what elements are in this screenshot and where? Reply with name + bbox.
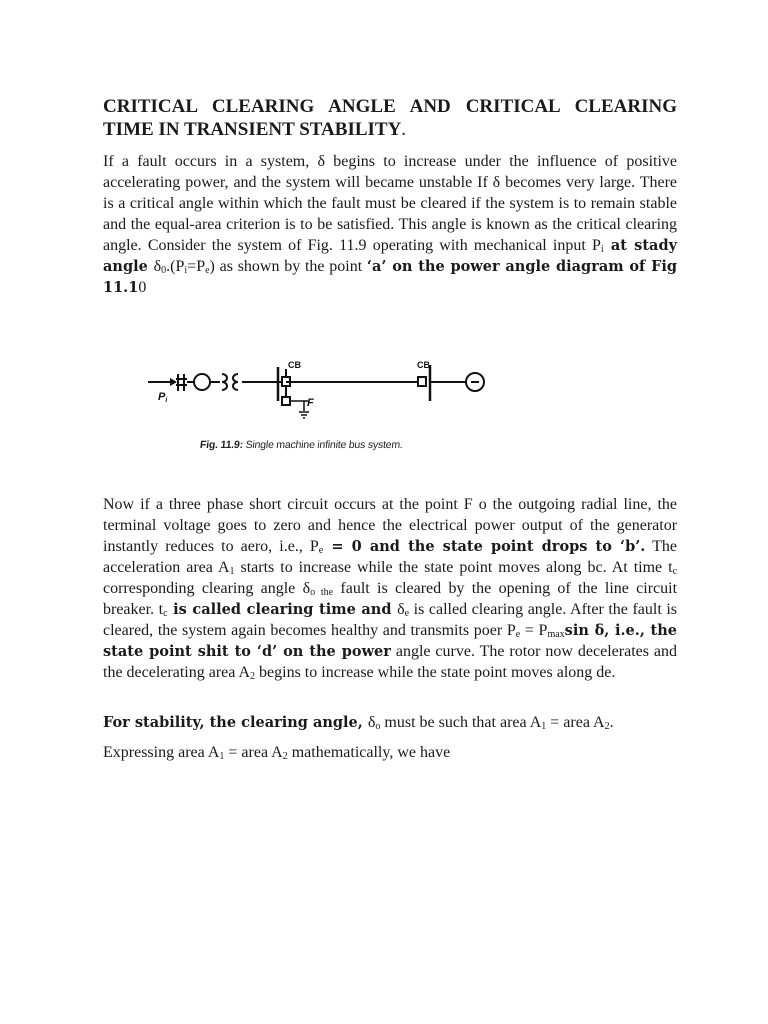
p1-l6-sub-i: i [600,244,604,255]
p2-l6-delta: δ [397,601,405,618]
p2-l5-c: fault is cleared by the opening of the [333,580,598,597]
pi-label-sub: i [165,397,168,404]
cb-label-2: CB [417,360,430,370]
p2-l3-bold: = 0 and the state point drops to ‘b’. [323,538,646,555]
p1-l6-sub-e: e [205,265,210,276]
p2-l5-a: At time t [611,559,673,576]
section-title-text: CRITICAL CLEARING ANGLE AND CRITICAL CLEARING TIME IN TRANSIENT STABILITY [103,96,677,140]
p1-line4: system is to remain stable and the equal-area criterion is to be satisfied. This [103,195,678,233]
p4-sub-1: 1 [219,751,225,762]
p2-l8-sub-max: max [547,629,565,640]
p2-l8-a: P [538,622,548,639]
p2-l9-sub-2: 2 [250,671,256,682]
p1-l6-b: .(P [166,258,185,275]
p2-l5-sub-c: c [672,566,678,577]
p2-l7-end: = [520,622,534,639]
p4-b: = area A [224,744,283,761]
p2-l6-sub-e: e [404,608,410,619]
figure-caption [199,439,403,451]
fault-label: F [307,397,314,409]
p1-line2: accelerating power, and the system will became unstable If δ becomes very [103,174,595,191]
paragraph-4 [103,742,677,763]
p3-sub-o: o [375,721,381,732]
cb-label-1: CB [288,360,301,370]
pi-label-p: P [158,391,166,403]
p2-l3-a: generator instantly reduces to aero, i.e., P [103,517,678,555]
p4-c: mathematically, we have [287,744,451,761]
generator-icon [194,374,210,390]
p2-l3-sub-e: e [318,545,324,556]
p2-l8-bold: sin δ, i.e., the state point shit to ‘d’ on the power [103,622,678,660]
p2-l7-sub-e: e [515,629,521,640]
p1-l6-a: operating with mechanical input P [372,237,601,254]
p3-delta: δ [367,714,376,731]
pi-label [158,391,168,404]
p2-l5-sub-o: o the [310,587,334,598]
p2-line2: the terminal voltage goes to zero and hence the electrical power output of the [103,496,678,534]
p4-a: Expressing area A [103,744,220,761]
single-line-diagram [140,355,500,435]
p1-l6-sub-i2: i [184,265,188,276]
p3-c: . [609,714,614,731]
p2-l4-b: starts to increase while the state point moves along bc. [234,559,607,576]
p2-line1: Now if a three phase short circuit occurs at the point F o the outgoing radial line, [103,496,652,513]
section-title-period: . [401,119,407,140]
section-title [103,95,677,141]
p2-l9-b: begins to increase while the state point [255,664,507,681]
p2-l4-sub-1: 1 [229,566,235,577]
p1-line5: angle is known as the critical clearing angle. Consider the system of Fig. 11.9 [103,216,678,254]
transformer-primary-coil [222,374,227,390]
input-arrow-head [170,378,177,386]
p2-l6-bold: is called clearing time and [167,601,398,618]
p4-sub-2: 2 [282,751,288,762]
p3-sub-1: 1 [541,721,547,732]
p1-l6-sub-0: 0 [161,265,167,276]
p1-l6-d: ) as shown by the point [209,258,363,275]
p1-l7-end: 0 [138,279,147,296]
p1-line1: If a fault occurs in a system, δ begins to increase under the influence of positive [103,153,677,170]
p2-l9-a: decelerates and the decelerating area A [103,643,678,681]
p1-l6-bold: at stady angle [103,237,678,275]
p1-l6-delta: δ [153,258,162,275]
p2-l6-b: is called clearing angle. After [409,601,604,618]
p2-l6-a: line circuit breaker. t [103,580,678,618]
paragraph-1 [103,151,677,298]
p2-l6-sub-c: c [163,608,168,619]
figure-caption-text: Single machine infinite bus system. [245,439,404,451]
figure-caption-label: Fig. 11.9: [199,439,244,451]
p2-l8-b: angle curve. The rotor now [390,643,573,660]
p3-b: = area A [546,714,605,731]
p1-l7-bold: ‘a’ on the power angle diagram of Fig 11.1 [103,258,678,296]
p3-bold: For stability, the clearing angle, [103,714,368,731]
figure-11-9 [140,355,500,460]
p3-sub-2: 2 [604,721,610,732]
p2-l4-a: The acceleration area A [103,538,677,576]
p1-line3: large. There is a critical angle within which the fault must be cleared if the [103,174,678,212]
transformer-secondary-coil [233,374,238,390]
paragraph-3 [103,712,677,733]
p3-a: must be such that area A [380,714,542,731]
p1-l6-c: =P [187,258,206,275]
p2-line10: moves along de. [510,664,616,681]
paragraph-2 [103,494,677,683]
circuit-breaker-2-icon [282,397,290,405]
p2-l5-b: corresponding clearing angle δ [103,580,311,597]
circuit-breaker-3-icon [418,377,426,386]
p2-l7-a: the fault is cleared, the system again becomes healthy and transmits poer P [103,601,678,639]
